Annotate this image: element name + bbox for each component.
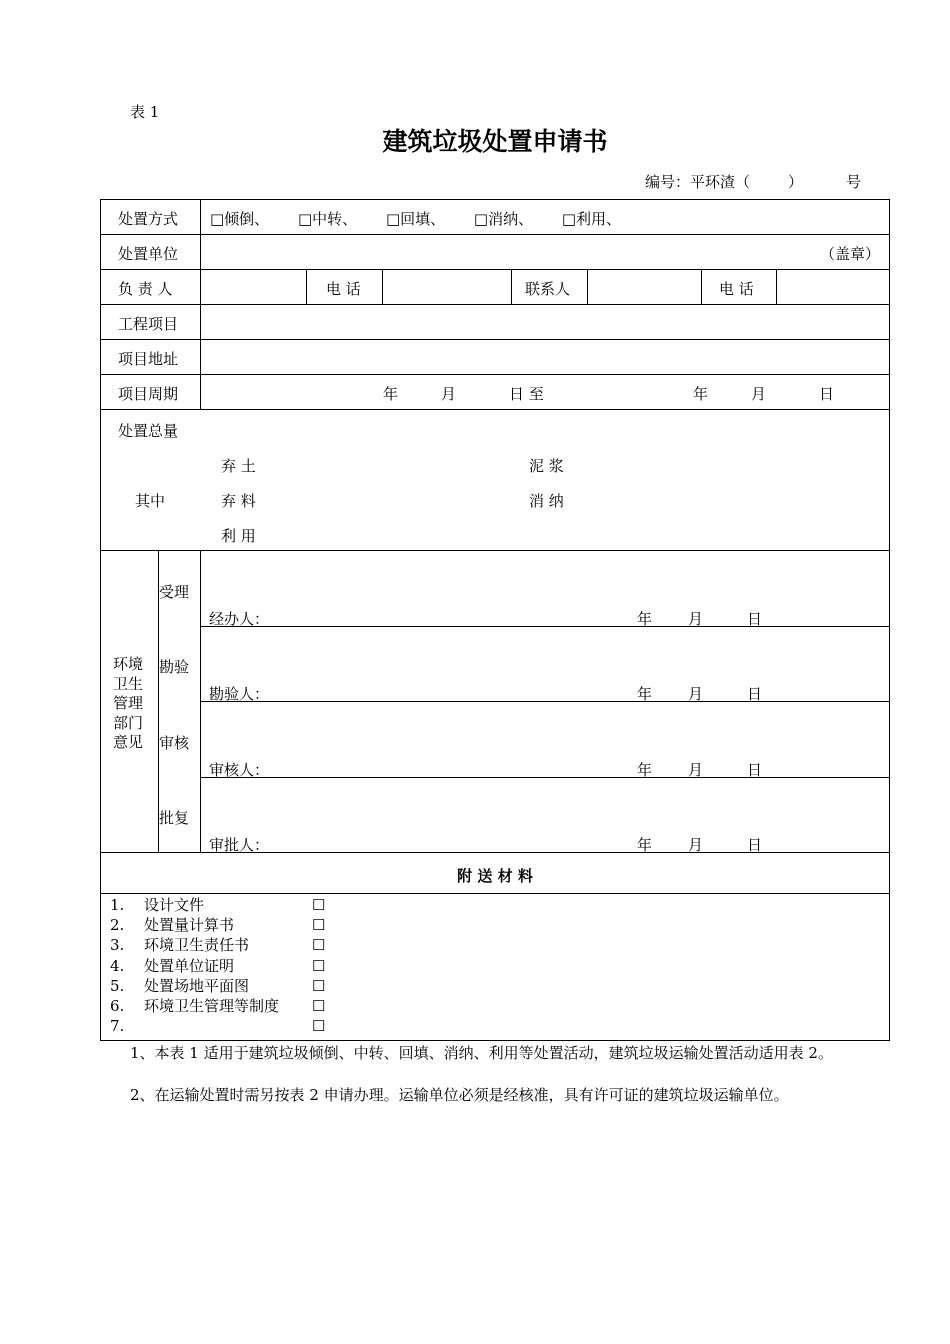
date-day: 日: [747, 836, 763, 854]
signer-accept: 经办人：: [209, 610, 270, 628]
among-label: 其中: [135, 492, 166, 510]
contact-field[interactable]: [589, 271, 699, 302]
note-1: 1、本表 1 适用于建筑垃圾倾倒、中转、回填、消纳、利用等处置活动，建筑垃圾运输处置活动适用表 2。: [130, 1044, 833, 1062]
seal-text: （盖章）: [820, 245, 881, 263]
attachment-checkbox[interactable]: ☐: [312, 936, 326, 955]
absorb-label: 消 纳: [529, 492, 564, 510]
stage-review: 审核: [159, 734, 190, 752]
dept-label: 环境 卫生 管理 部门 意见: [113, 655, 144, 751]
attachment-checkbox[interactable]: ☐: [312, 956, 326, 975]
material-label: 弃 料: [221, 492, 256, 510]
date-year: 年: [637, 836, 653, 854]
date-day: 日: [747, 761, 763, 779]
signer-survey: 勘验人：: [209, 685, 270, 703]
attachment-checkbox[interactable]: ☐: [312, 976, 326, 995]
signer-approve: 审批人：: [209, 836, 270, 854]
person-field[interactable]: [202, 271, 304, 302]
attachment-checkbox[interactable]: ☐: [312, 996, 326, 1015]
phone2-label: 电 话: [719, 280, 754, 298]
attachment-checkbox[interactable]: ☐: [312, 1017, 326, 1036]
serial-suffix: 号: [846, 173, 862, 191]
page-title: 建筑垃圾处置申请书: [382, 127, 608, 156]
date-month: 月: [688, 610, 704, 628]
period-label: 项目周期: [118, 385, 179, 403]
date-year: 年: [637, 761, 653, 779]
option-dump-checkbox[interactable]: □倾倒、: [210, 210, 270, 228]
unit-label: 处置单位: [118, 245, 179, 263]
total-label: 处置总量: [118, 422, 179, 440]
date-month: 月: [688, 836, 704, 854]
contact-label: 联系人: [525, 280, 571, 298]
date-day: 日: [747, 685, 763, 703]
stage-accept: 受理: [159, 583, 190, 601]
stage-survey: 勘验: [159, 658, 190, 676]
stage-approve: 批复: [159, 809, 190, 827]
period-month1: 月: [441, 385, 457, 403]
project-label: 工程项目: [118, 315, 179, 333]
phone-field[interactable]: [384, 271, 509, 302]
date-month: 月: [688, 685, 704, 703]
method-options: [210, 208, 645, 229]
date-month: 月: [688, 761, 704, 779]
option-backfill-checkbox[interactable]: □回填、: [385, 210, 446, 228]
option-reuse-checkbox[interactable]: □利用、: [561, 210, 622, 228]
period-day2: 日: [819, 385, 835, 403]
form-label: 表 1: [130, 103, 160, 121]
date-year: 年: [637, 610, 653, 628]
method-label: 处置方式: [118, 210, 179, 228]
attachment-checkbox[interactable]: ☐: [312, 896, 326, 914]
project-field[interactable]: [202, 306, 887, 337]
address-field[interactable]: [202, 341, 887, 372]
mud-label: 泥 浆: [529, 457, 564, 475]
date-year: 年: [637, 685, 653, 703]
attachment-checkbox[interactable]: ☐: [312, 916, 326, 935]
date-day: 日: [747, 610, 763, 628]
period-month2: 月: [751, 385, 767, 403]
phone-label: 电 话: [326, 280, 361, 298]
serial-prefix: 编号：平环渣（: [645, 173, 751, 191]
period-year1: 年: [383, 385, 399, 403]
note-2: 2、在运输处置时需另按表 2 申请办理。运输单位必须是经核准，具有许可证的建筑垃圾运输单位。: [130, 1086, 789, 1104]
unit-field[interactable]: [202, 236, 862, 267]
option-transfer-checkbox[interactable]: □中转、: [297, 210, 358, 228]
reuse-label: 利 用: [221, 527, 256, 545]
person-label: 负 责 人: [118, 280, 173, 298]
signer-review: 审核人：: [209, 761, 270, 779]
soil-label: 弃 土: [221, 457, 256, 475]
phone2-field[interactable]: [778, 271, 887, 302]
attachments-header: 附 送 材 料: [457, 867, 533, 885]
option-absorb-checkbox[interactable]: □消纳、: [473, 210, 534, 228]
period-year2: 年: [693, 385, 709, 403]
address-label: 项目地址: [118, 350, 179, 368]
period-day-to: 日 至: [509, 385, 544, 403]
serial-close: ）: [788, 173, 804, 191]
